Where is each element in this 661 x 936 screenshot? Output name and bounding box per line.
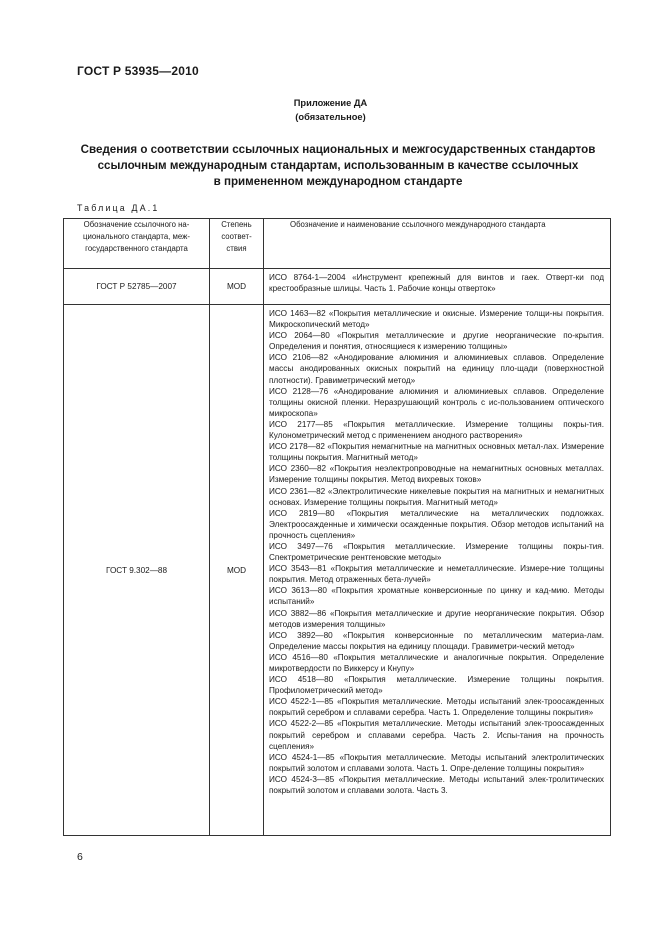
degree-cell: MOD bbox=[210, 269, 264, 305]
standard-entry: ИСО 2177—85 «Покрытия металлические. Измерение толщины покры-тия. Кулонометрический метод с применением анодного растворения» bbox=[269, 419, 604, 441]
national-standard-cell: ГОСТ 9.302—88 bbox=[64, 305, 210, 836]
standard-entry: ИСО 2360—82 «Покрытия неэлектропроводные на немагнитных основных металлах. Измерение толщины покрытия. Метод вихревых токов» bbox=[269, 464, 604, 485]
standard-entry: ИСО 4516—80 «Покрытия металлические и аналогичные покрытия. Определение микротвердости по Виккерсу и Кнупу» bbox=[269, 652, 604, 673]
standard-entry: ИСО 2819—80 «Покрытия металлические на металлических подложках. Электроосажденные и химически осажденные покрытия. Обзор методов испытаний на прочность сцепления» bbox=[269, 508, 604, 540]
header-international-standard: Обозначение и наименование ссылочного международного стандарта bbox=[264, 219, 611, 269]
standard-entry: ИСО 4524-3—85 «Покрытия металлические. Методы испытаний элек-тролитических покрытий золотом и сплавами золота. Часть 3. bbox=[269, 774, 604, 796]
standard-entry: ИСО 3613—80 «Покрытия хроматные конверсионные по цинку и кад-мию. Методы испытаний» bbox=[269, 586, 604, 607]
standard-entry: ИСО 3882—86 «Покрытия металлические и другие неорганические покрытия. Обзор методов измерения толщины» bbox=[269, 608, 604, 629]
standard-entry: ИСО 2178—82 «Покрытия немагнитные на магнитных основных метал-лах. Измерение толщины покрытия. Магнитный метод» bbox=[269, 442, 604, 463]
standard-entry: ИСО 2106—82 «Анодирование алюминия и алюминиевых сплавов. Определение массы анодированных окисных покрытий на единицу пло-щади (поверхностной плотности). Гравиметрический метод» bbox=[269, 353, 604, 385]
correspondence-table bbox=[63, 218, 611, 836]
standard-entry: ИСО 8764-1—2004 «Инструмент крепежный для винтов и гаек. Отверт-ки под крестообразные шлицы. Часть 1. Рабочие концы отверток» bbox=[269, 273, 604, 294]
standard-entry: ИСО 4522-2—85 «Покрытия металлические. Методы испытаний элек-троосажденных покрытий серебром и сплавами серебра. Часть 2. Испы-тания на прочность сцепления» bbox=[269, 719, 604, 751]
international-standard-cell bbox=[264, 305, 611, 836]
header-degree bbox=[210, 219, 264, 269]
section-heading bbox=[60, 142, 616, 190]
standard-entry: ИСО 2064—80 «Покрытия металлические и другие неорганические по-крытия. Определения и понятия, относящиеся к измерению толщины» bbox=[269, 331, 604, 352]
standard-entry: ИСО 2128—76 «Анодирование алюминия и алюминиевых сплавов. Определение толщины окисной пленки. Неразрушающий контроль с ис-пользованием оптического микроскопа» bbox=[269, 386, 604, 418]
entry-list bbox=[264, 269, 610, 294]
header-text: государственного стандарта bbox=[85, 244, 188, 253]
appendix-title: Приложение ДА bbox=[293, 98, 368, 108]
header-text: ционального стандарта, меж- bbox=[83, 232, 190, 241]
standard-entry: ИСО 3497—76 «Покрытия металлические. Измерение толщины покры-тия. Спектрометрические рентгеновские методы» bbox=[269, 541, 604, 563]
table-row bbox=[64, 305, 611, 836]
standard-entry: ИСО 4518—80 «Покрытия металлические. Измерение толщины покрытия. Профилометрический метод» bbox=[269, 675, 604, 696]
standard-entry: ИСО 4522-1—85 «Покрытия металлические. Методы испытаний элек-троосажденных покрытий серебром и сплавами серебра. Часть 1. Определение толщины покрытия» bbox=[269, 697, 604, 718]
standard-entry: ИСО 1463—82 «Покрытия металлические и окисные. Измерение толщи-ны покрытия. Микроскопический метод» bbox=[269, 309, 604, 330]
international-standard-cell bbox=[264, 269, 611, 305]
header-text: ствия bbox=[226, 244, 247, 253]
table-label: Таблица ДА.1 bbox=[77, 203, 160, 213]
entry-list bbox=[264, 305, 610, 796]
header-national-standard bbox=[64, 219, 210, 269]
table-header-row bbox=[64, 219, 611, 269]
standard-entry: ИСО 2361—82 «Электролитические никелевые покрытия на магнитных и немагнитных основах. Измерение толщины покрытия. Магнитный метод» bbox=[269, 486, 604, 507]
standard-entry: ИСО 3543—81 «Покрытия металлические и неметаллические. Измере-ние толщины покрытия. Метод отраженных бета-лучей» bbox=[269, 564, 604, 585]
table-row bbox=[64, 269, 611, 305]
page-number: 6 bbox=[77, 851, 83, 863]
degree-cell: MOD bbox=[210, 305, 264, 836]
header-text: соответ- bbox=[221, 232, 252, 241]
heading-line: Сведения о соответствии ссылочных национальных и межгосударственных стандартов bbox=[80, 143, 596, 156]
header-text: Обозначение ссылочного на- bbox=[83, 220, 190, 229]
heading-line: ссылочным международным стандартам, использованным в качестве ссылочных bbox=[97, 159, 579, 172]
standard-entry: ИСО 4524-1—85 «Покрытия металлические. Методы испытаний электролитических покрытий золотом и сплавами золота. Часть 1. Опре-деление толщины покрытия» bbox=[269, 752, 604, 773]
appendix-subtitle: (обязательное) bbox=[295, 112, 366, 122]
heading-line: в примененном международном стандарте bbox=[213, 175, 463, 188]
document-code: ГОСТ Р 53935—2010 bbox=[77, 64, 199, 78]
standard-entry: ИСО 3892—80 «Покрытия конверсионные по металлическим материа-лам. Определение массы покрытия на единицу площади. Гравиметри-ческий метод» bbox=[269, 630, 604, 651]
header-text: Степень bbox=[221, 220, 252, 229]
national-standard-cell: ГОСТ Р 52785—2007 bbox=[64, 269, 210, 305]
